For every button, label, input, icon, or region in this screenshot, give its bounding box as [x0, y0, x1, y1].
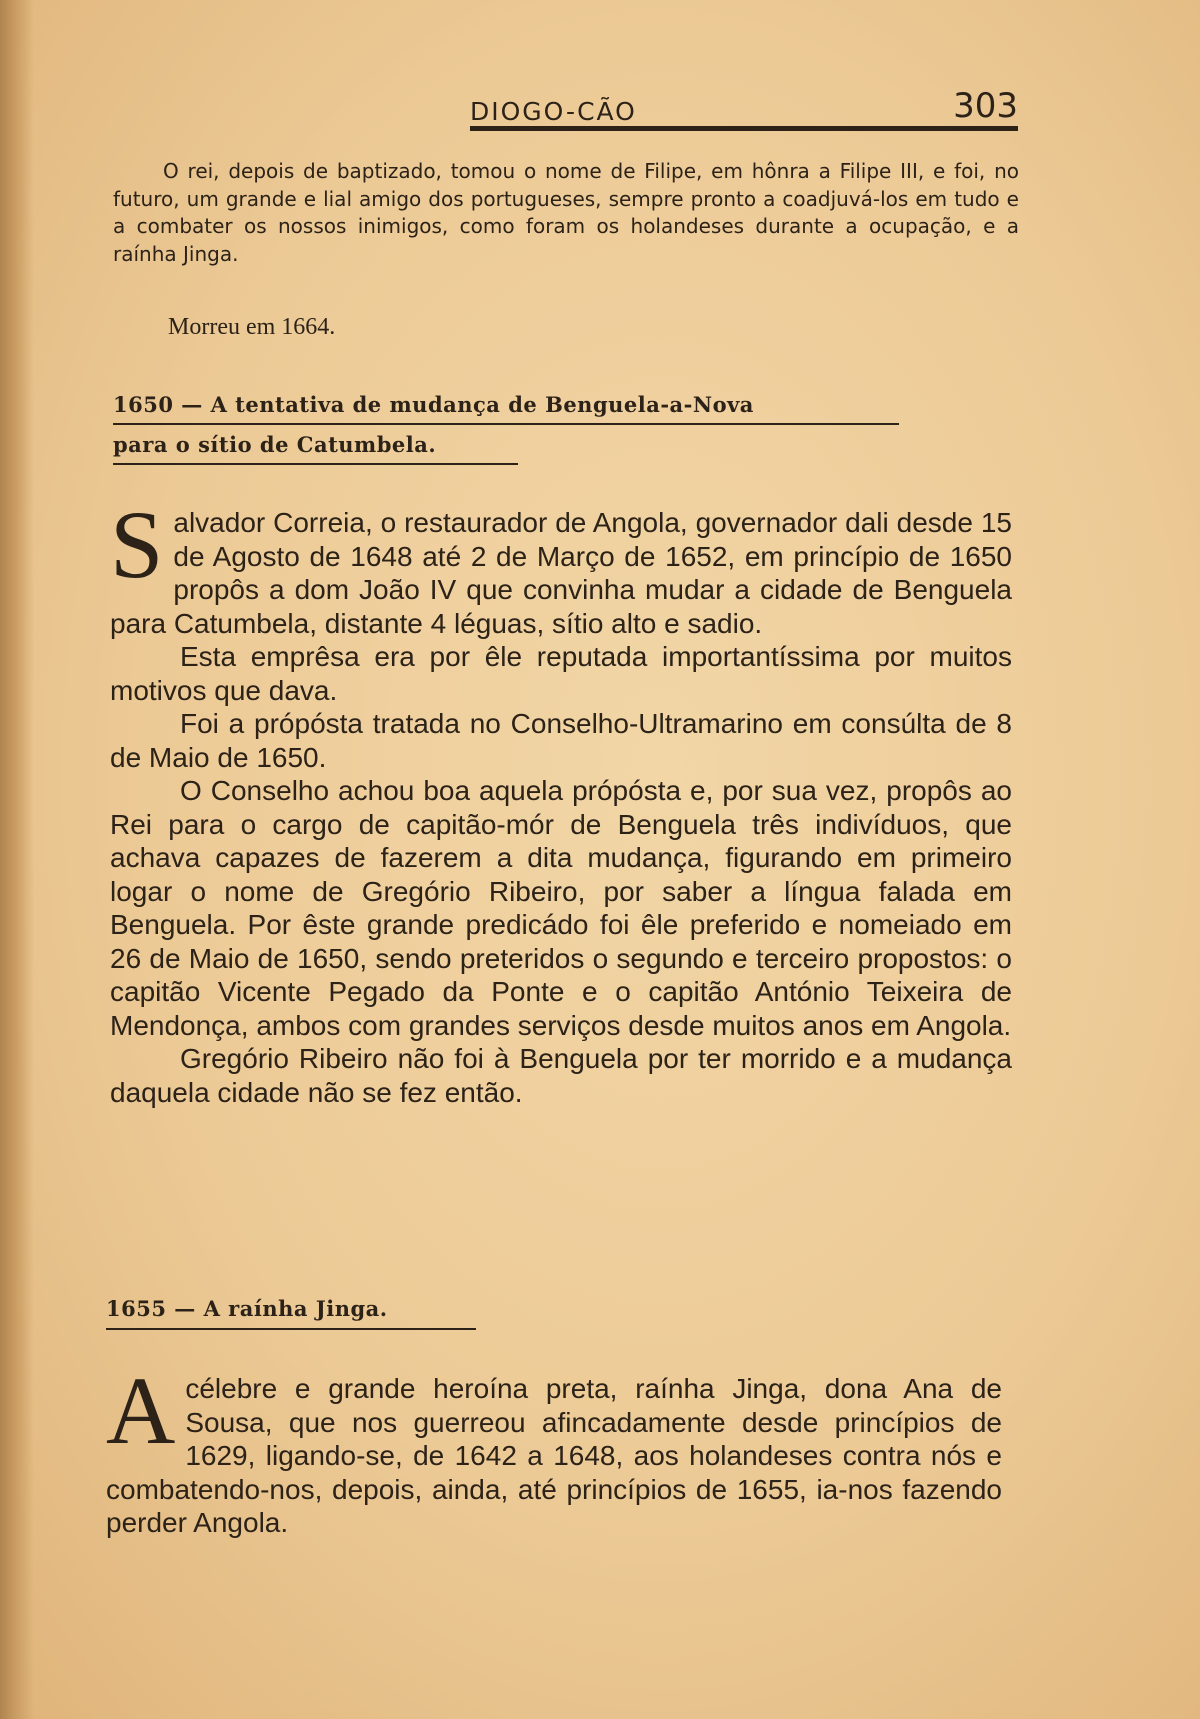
paragraph: Esta emprêsa era por êle reputada importantíssima por muitos motivos que dava. [110, 641, 1012, 706]
section-body-1650 [110, 491, 1012, 1109]
paragraph: O Conselho achou boa aquela própósta e, por sua vez, propôs ao Rei para o cargo de capitão-mór de Benguela três indivíduos, que achava capazes de fazerem a dita mudança, figurando em primeiro logar o nome de Gregório Ribeiro, por saber a língua falada em Benguela. Por êste grande predicádo foi êle preferido e nomeiado em 26 de Maio de 1650, sendo preteridos o segundo e terceiro propostos: o capitão Vicente Pegado da Ponte e o capitão António Teixeira de Mendonça, ambos com grandes serviços desde muitos anos em Angola. [110, 775, 1012, 1041]
header-rule [470, 126, 1018, 131]
running-title: DIOGO-CÃO [470, 97, 637, 126]
page-header [470, 82, 1018, 126]
section-heading-rule [113, 463, 518, 465]
drop-cap: A [106, 1357, 176, 1464]
section-heading-rule [106, 1328, 476, 1330]
page-number: 303 [953, 86, 1018, 126]
intro-block [113, 158, 1019, 268]
page-spine-shadow [0, 0, 34, 1719]
section-body-1655 [106, 1357, 1002, 1540]
paragraph-text: alvador Correia, o restaurador de Angola, governador dali desde 15 de Agosto de 1648 até 2 de Março de 1652, em princípio de 1650 propôs a dom João IV que convinha mudar a cidade de Benguela para Catumbela, distante 4 léguas, sítio alto e sadio. [110, 507, 1012, 639]
section-heading-rule [113, 423, 899, 425]
section-heading-1655: 1655 — A raínha Jinga. [106, 1296, 388, 1321]
paragraph [106, 1357, 1002, 1540]
paragraph [110, 491, 1012, 640]
death-note: Morreu em 1664. [168, 314, 336, 340]
section-heading-1650-line1: 1650 — A tentativa de mudança de Benguela-a-Nova [113, 392, 754, 417]
paragraph: Foi a própósta tratada no Conselho-Ultramarino em consúlta de 8 de Maio de 1650. [110, 708, 1012, 773]
paragraph: Gregório Ribeiro não foi à Benguela por ter morrido e a mudança daquela cidade não se fez então. [110, 1043, 1012, 1108]
section-heading-1650-line2: para o sítio de Catumbela. [113, 432, 437, 457]
drop-cap: S [110, 491, 164, 598]
intro-paragraph: O rei, depois de baptizado, tomou o nome de Filipe, em hônra a Filipe III, e foi, no futuro, um grande e lial amigo dos portugueses, sempre pronto a coadjuvá-los em tudo e a combater os nossos inimigos, como foram os holandeses durante a ocupação, e a raínha Jinga. [113, 159, 1019, 266]
paragraph-text: célebre e grande heroína preta, raínha Jinga, dona Ana de Sousa, que nos guerreou afincadamente desde princípios de 1629, ligando-se, de 1642 a 1648, aos holandeses contra nós e combatendo-nos, depois, ainda, até princípios de 1655, ia-nos fazendo perder Angola. [106, 1373, 1002, 1538]
